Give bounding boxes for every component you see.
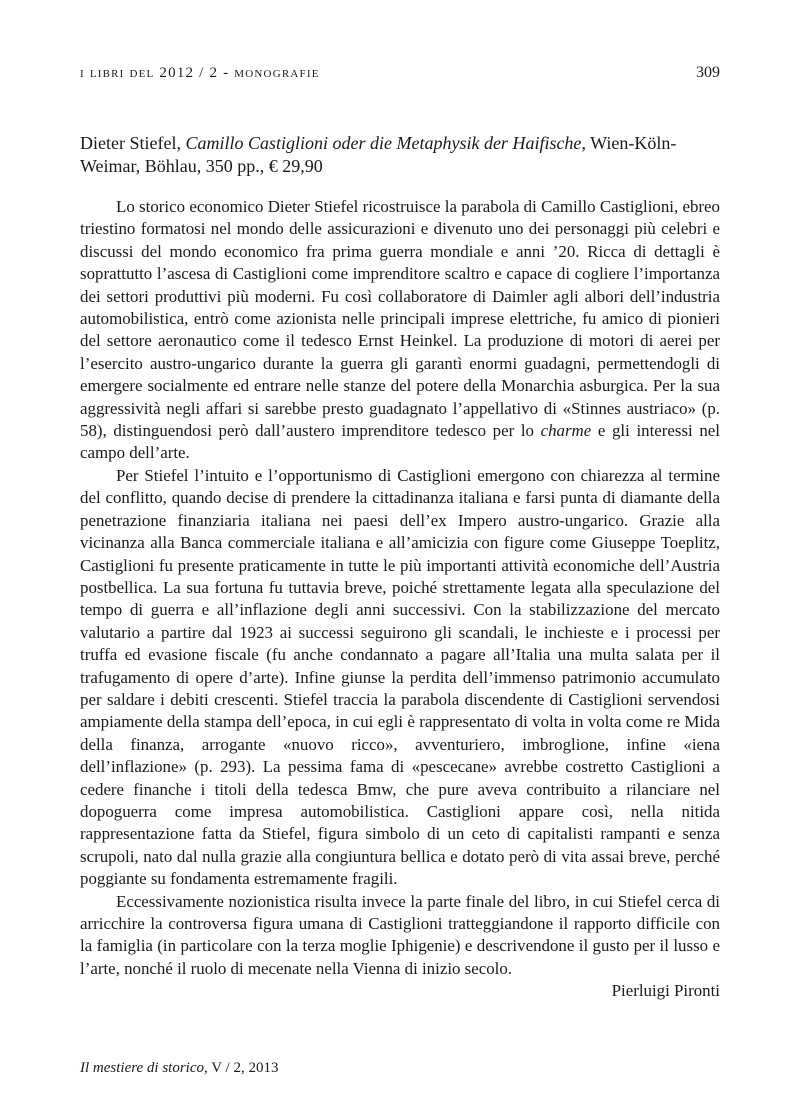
page-header <box>80 64 720 82</box>
citation-title: Camillo Castiglioni oder die Metaphysik der Haifische <box>185 133 582 153</box>
paragraph-2: Per Stiefel l’intuito e l’opportunismo di Castiglioni emergono con chiarezza al termine del conflitto, quando decise di prendere la cittadinanza italiana e farsi punta di diamante della penetrazione finanziaria italiana nei paesi dell’ex Impero austro-ungarico. Grazie alla vicinanza alla Banca commerciale italiana e all’amicizia con figure come Giuseppe Toeplitz, Castiglioni fu presente praticamente in tutte le più importanti attività economiche dell’Austria postbellica. La sua fortuna fu tuttavia breve, poiché strettamente legata alla speculazione del tempo di guerra e all’inflazione degli anni successivi. Con la stabilizzazione del mercato valutario a partire dal 1923 ai successi seguirono gli scandali, le inchieste e i processi per truffa ed evasione fiscale (fu anche condannato a pagare all’Italia una multa salata per il trafugamento di opere d’arte). Infine giunse la perdita dell’immenso patrimonio accumulato per saldare i debiti crescenti. Stiefel traccia la parabola discendente di Castiglioni servendosi ampiamente della stampa dell’epoca, in cui egli è rappresentato di volta in volta come re Mida della finanza, arrogante «nuovo ricco», avventuriero, imbroglione, infine «iena dell’inflazione» (p. 293). La pessima fama di «pescecane» avrebbe costretto Castiglioni a cedere finanche i titoli della tedesca Bmw, che pure aveva contribuito a rilanciare nel dopoguerra come impresa automobilistica. Castiglioni appare così, nella nitida rappresentazione fatta da Stiefel, figura simbolo di un ceto di capitalisti rampanti e senza scrupoli, nato dal nulla grazie alla congiuntura bellica e dotato però di vita assai breve, perché poggiante su fondamenta estremamente fragili. <box>80 465 720 889</box>
citation-publication-info: , Wien-Köln-Weimar, Böhlau, 350 pp., € 29,90 <box>80 133 677 176</box>
running-head: i libri del 2012 / 2 - monografie <box>80 65 320 81</box>
page-number: 309 <box>696 64 720 81</box>
paragraph-1-text-b: e gli interessi nel campo dell’arte. <box>80 421 720 463</box>
citation-author: Dieter Stiefel, <box>80 133 186 153</box>
paragraph-1-italic-word: charme <box>540 421 592 441</box>
paragraph-1 <box>80 196 720 465</box>
paragraph-3: Eccessivamente nozionistica risulta invece la parte finale del libro, in cui Stiefel cerca di arricchire la controversa figura umana di Castiglioni tratteggiandone il rapporto difficile con la famiglia (in particolare con la terza moglie Iphigenie) e descrivendone il gusto per il lusso e l’arte, nonché il ruolo di mecenate nella Vienna di inizio secolo. <box>80 891 720 978</box>
journal-title: Il mestiere di storico <box>80 1060 205 1076</box>
book-citation <box>80 132 720 177</box>
review-author-signature: Pierluigi Pironti <box>611 981 720 1001</box>
review-body <box>80 196 720 1003</box>
paragraph-1-text-a: Lo storico economico Dieter Stiefel ricostruisce la parabola di Camillo Castiglioni, ebreo triestino formatosi nel mondo delle assicurazioni e divenuto uno dei personaggi più celebri e discussi del mondo economico fra prima guerra mondiale e anni ’20. Ricca di dettagli è soprattutto l’ascesa di Castiglioni come imprenditore scaltro e capace di cogliere l’importanza dei settori produttivi più moderni. Fu così collaboratore di Daimler agli albori dell’industria automobilistica, entrò come azionista nelle principali imprese elettriche, fu amico di pionieri del settore aeronautico come il tedesco Ernst Heinkel. La produzione di motori di aerei per l’esercito austro-ungarico durante la guerra gli garantì enormi guadagni, permettendogli di emergere socialmente ed entrare nelle stanze del potere della Monarchia asburgica. Per la sua aggressività negli affari si sarebbe presto guadagnato l’appellativo di «Stinnes austriaco» (p. 58), distinguendosi però dall’austero imprenditore tedesco per lo <box>80 197 720 441</box>
page-footer <box>80 1060 720 1077</box>
journal-issue: , V / 2, 2013 <box>204 1060 279 1076</box>
